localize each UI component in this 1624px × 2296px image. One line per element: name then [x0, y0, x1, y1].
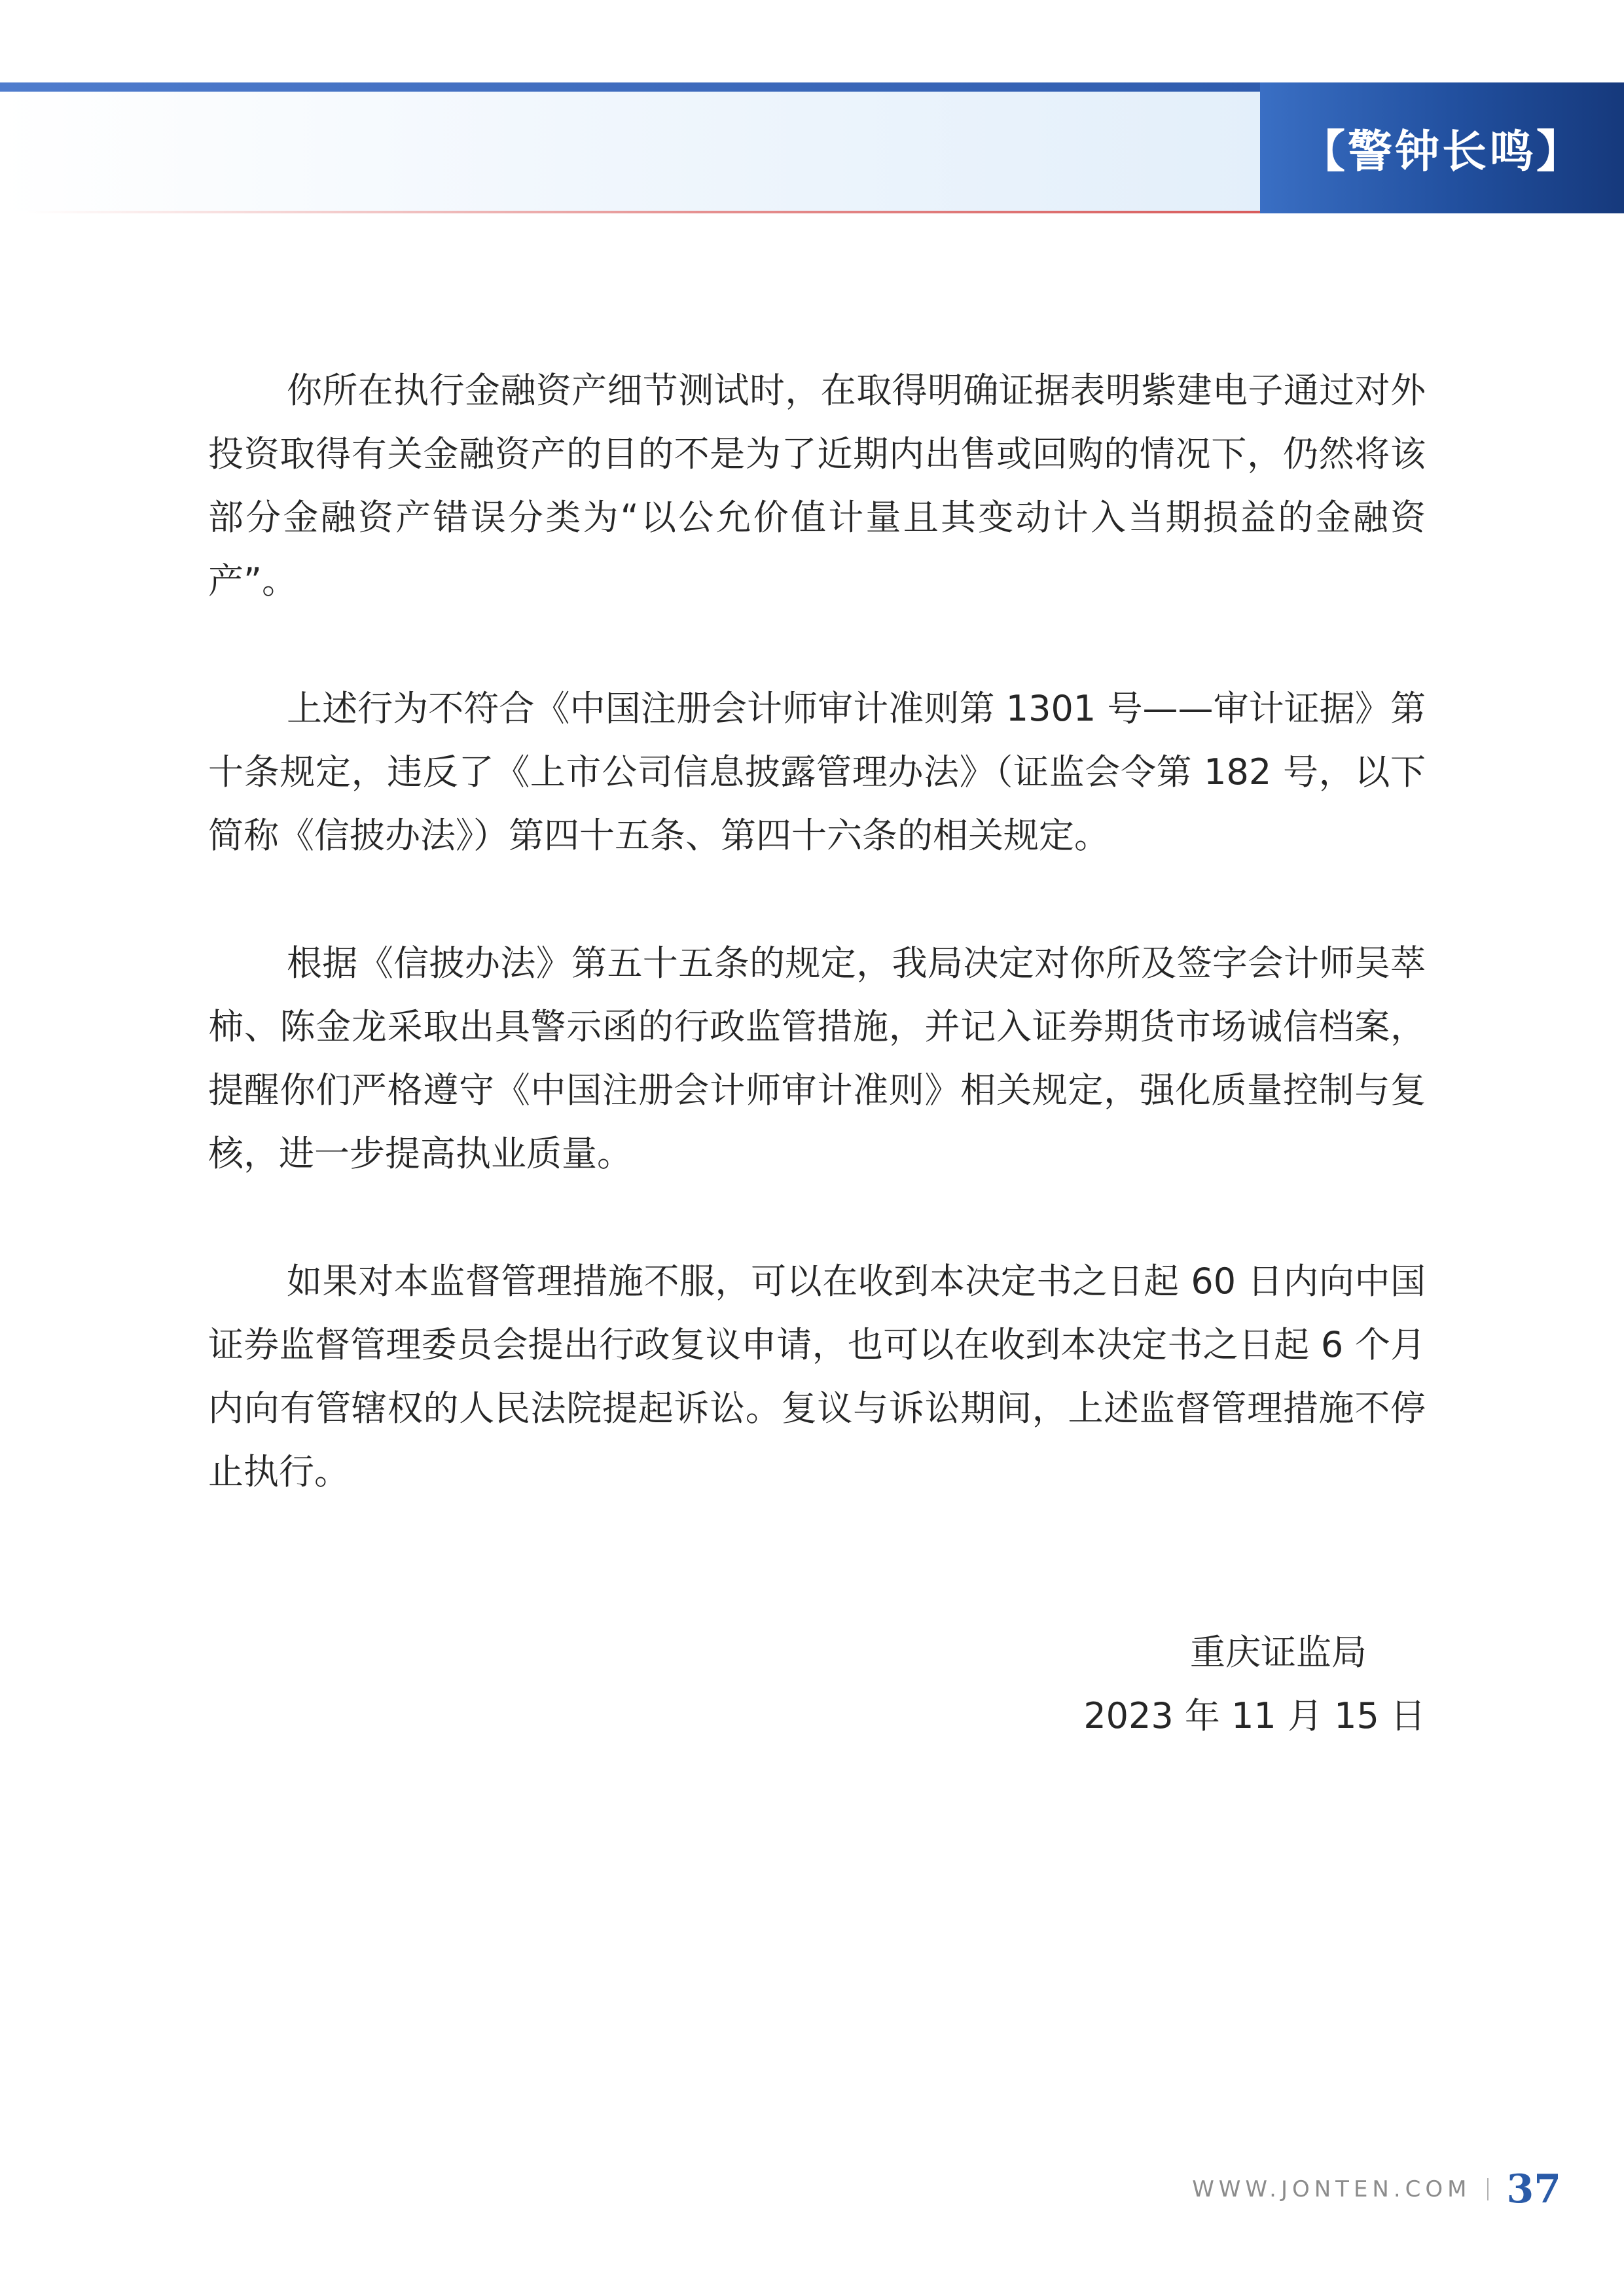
footer-website: WWW.JONTEN.COM — [1192, 2176, 1471, 2202]
section-tag — [1260, 82, 1624, 213]
header-top-line — [0, 82, 1260, 92]
document-body — [208, 359, 1426, 1568]
header-accent-line — [26, 211, 1260, 213]
body-paragraph: 上述行为不符合《中国注册会计师审计准则第 1301 号——审计证据》第十条规定，违反了《上市公司信息披露管理办法》（证监会令第 182 号，以下简称《信披办法》）第四十五条、第四十六条的相关规定。 — [208, 688, 1426, 856]
signature-date: 2023 年 11 月 15 日 — [1083, 1695, 1426, 1736]
signature-organization: 重庆证监局 — [1190, 1632, 1367, 1673]
page-number: 37 — [1506, 2166, 1561, 2212]
header-band — [0, 92, 1260, 211]
body-paragraph: 你所在执行金融资产细节测试时，在取得明确证据表明紫建电子通过对外投资取得有关金融资产的目的不是为了近期内出售或回购的情况下，仍然将该部分金融资产错误分类为“以公允价值计量且其变动计入当期损益的金融资产”。 — [208, 370, 1426, 601]
section-tag-label: 【警钟长鸣】 — [1300, 125, 1583, 178]
body-paragraph: 如果对本监督管理措施不服，可以在收到本决定书之日起 60 日内向中国证券监督管理委员会提出行政复议申请，也可以在收到本决定书之日起 6 个月内向有管辖权的人民法院提起诉讼。复议与诉讼期间，上述监督管理措施不停止执行。 — [208, 1261, 1426, 1492]
body-paragraph: 根据《信披办法》第五十五条的规定，我局决定对你所及签字会计师吴萃柿、陈金龙采取出具警示函的行政监管措施，并记入证券期货市场诚信档案，提醒你们严格遵守《中国注册会计师审计准则》相关规定，强化质量控制与复核，进一步提高执业质量。 — [208, 942, 1426, 1174]
footer-divider — [1487, 2178, 1489, 2200]
signature-block — [208, 1621, 1426, 1748]
page-footer — [1192, 2163, 1561, 2215]
page-header — [0, 0, 1624, 216]
